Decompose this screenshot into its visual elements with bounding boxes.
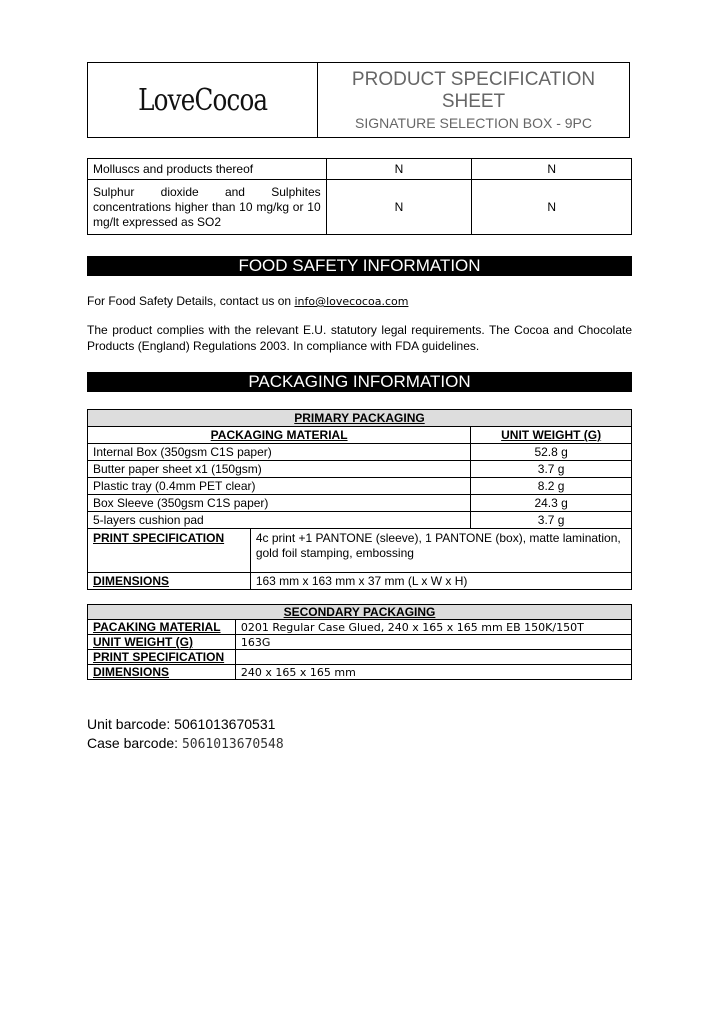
secondary-label: PRINT SPECIFICATION xyxy=(88,650,236,665)
compliance-text: The product complies with the relevant E.U. statutory legal requirements. The Cocoa and Chocolate Products (England) Regulations 2003. In compliance with FDA guidelines. xyxy=(87,323,632,353)
secondary-value: 163G xyxy=(235,635,631,650)
secondary-value: 240 x 165 x 165 mm xyxy=(235,665,631,680)
material-cell: 5-layers cushion pad xyxy=(88,512,471,529)
unit-barcode xyxy=(87,716,275,732)
table-row xyxy=(88,427,632,444)
allergen-name: Molluscs and products thereof xyxy=(88,159,327,180)
case-barcode-label: Case barcode: xyxy=(87,735,179,751)
table-row xyxy=(88,529,632,573)
col-header-material: PACKAGING MATERIAL xyxy=(88,427,471,444)
unit-barcode-value: 5061013670531 xyxy=(174,716,276,732)
table-row xyxy=(88,461,632,478)
allergen-name: Sulphur dioxide and Sulphites concentrations higher than 10 mg/kg or 10 mg/lt expressed as SO2 xyxy=(88,180,327,235)
material-cell: Internal Box (350gsm C1S paper) xyxy=(88,444,471,461)
weight-cell: 3.7 g xyxy=(471,461,632,478)
secondary-value xyxy=(235,650,631,665)
print-spec-value: 4c print +1 PANTONE (sleeve), 1 PANTONE (box), matte lamination, gold foil stamping, embossing xyxy=(250,529,631,573)
table-row xyxy=(88,478,632,495)
document-title: PRODUCT SPECIFICATION SHEET xyxy=(351,69,596,112)
case-barcode-value: 5061013670548 xyxy=(181,737,284,752)
allergen-value: N xyxy=(472,180,632,235)
table-row xyxy=(88,650,632,665)
weight-cell: 8.2 g xyxy=(471,478,632,495)
document-header xyxy=(87,62,630,138)
col-header-weight: UNIT WEIGHT (G) xyxy=(471,427,632,444)
contact-prefix: For Food Safety Details, contact us on xyxy=(87,294,292,308)
weight-cell: 24.3 g xyxy=(471,495,632,512)
food-safety-heading: FOOD SAFETY INFORMATION xyxy=(87,256,632,276)
title-cell xyxy=(318,63,629,137)
print-spec-label: PRINT SPECIFICATION xyxy=(88,529,251,573)
weight-cell: 52.8 g xyxy=(471,444,632,461)
secondary-label: PACAKING MATERIAL xyxy=(88,620,236,635)
allergen-value: N xyxy=(472,159,632,180)
allergen-value: N xyxy=(326,180,472,235)
secondary-value: 0201 Regular Case Glued, 240 x 165 x 165 mm EB 150K/150T xyxy=(235,620,631,635)
allergen-value: N xyxy=(326,159,472,180)
table-row xyxy=(88,620,632,635)
logo-cell xyxy=(88,63,318,137)
secondary-label: DIMENSIONS xyxy=(88,665,236,680)
secondary-packaging-table xyxy=(87,604,632,680)
material-cell: Plastic tray (0.4mm PET clear) xyxy=(88,478,471,495)
table-row xyxy=(88,512,632,529)
packaging-heading: PACKAGING INFORMATION xyxy=(87,372,632,392)
table-row xyxy=(88,605,632,620)
table-row xyxy=(88,665,632,680)
table-row xyxy=(88,635,632,650)
dimensions-value: 163 mm x 163 mm x 37 mm (L x W x H) xyxy=(250,573,631,590)
allergen-table xyxy=(87,158,632,235)
table-row xyxy=(88,444,632,461)
case-barcode xyxy=(87,735,284,752)
unit-barcode-label: Unit barcode: xyxy=(87,716,171,732)
material-cell: Butter paper sheet x1 (150gsm) xyxy=(88,461,471,478)
weight-cell: 3.7 g xyxy=(471,512,632,529)
primary-packaging-title: PRIMARY PACKAGING xyxy=(88,410,632,427)
primary-packaging-table xyxy=(87,409,632,590)
brand-logo: LoveCocoa xyxy=(137,82,268,118)
table-row xyxy=(88,495,632,512)
table-row xyxy=(88,159,632,180)
material-cell: Box Sleeve (350gsm C1S paper) xyxy=(88,495,471,512)
product-name: SIGNATURE SELECTION BOX - 9PC xyxy=(354,115,592,131)
dimensions-label: DIMENSIONS xyxy=(88,573,251,590)
secondary-label: UNIT WEIGHT (G) xyxy=(88,635,236,650)
food-safety-contact xyxy=(87,293,632,310)
email-link[interactable]: info@lovecocoa.com xyxy=(294,295,409,308)
table-row xyxy=(88,573,632,590)
table-row xyxy=(88,410,632,427)
secondary-packaging-title: SECONDARY PACKAGING xyxy=(88,605,632,620)
table-row xyxy=(88,180,632,235)
